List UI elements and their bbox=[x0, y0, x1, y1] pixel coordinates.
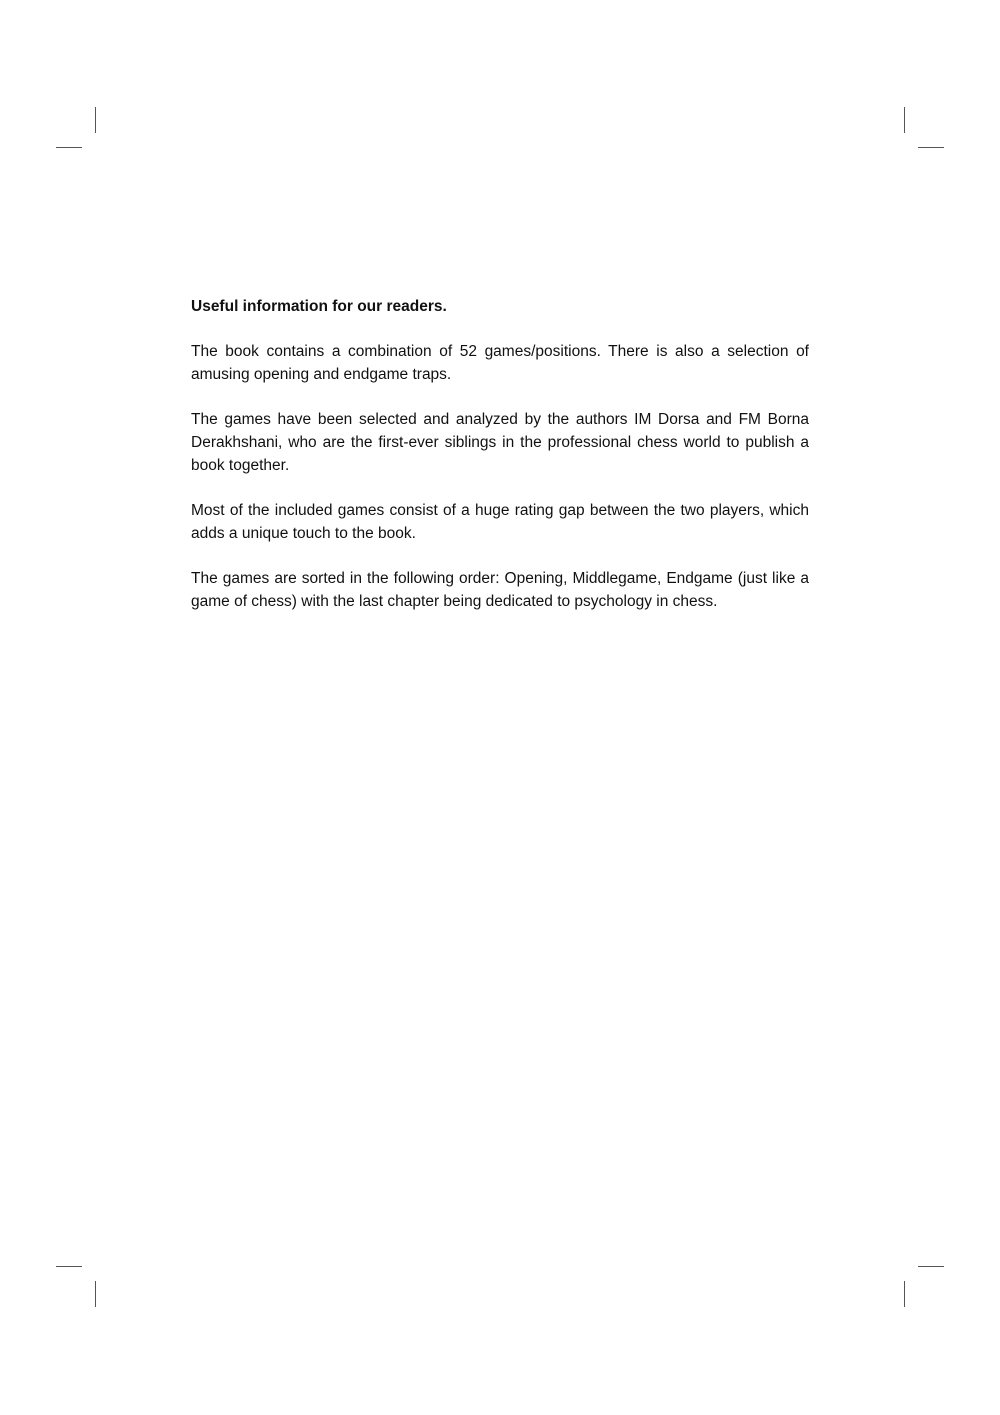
paragraph-order: The games are sorted in the following order: Opening, Middlegame, Endgame (just like a game of chess) with the last chapter being dedicated to psychology in chess. bbox=[191, 570, 809, 610]
crop-mark-bottom-right-vertical bbox=[904, 1281, 905, 1307]
paragraph-rating-gap: Most of the included games consist of a huge rating gap between the two players, which adds a unique touch to the book. bbox=[191, 502, 809, 542]
crop-mark-top-left-horizontal bbox=[56, 147, 82, 148]
page-heading: Useful information for our readers. bbox=[191, 298, 447, 315]
page-content bbox=[191, 295, 809, 635]
crop-mark-bottom-left-horizontal bbox=[56, 1266, 82, 1267]
crop-mark-top-left-vertical bbox=[95, 107, 96, 133]
crop-mark-top-right-vertical bbox=[904, 107, 905, 133]
crop-mark-bottom-right-horizontal bbox=[918, 1266, 944, 1267]
paragraph-authors: The games have been selected and analyzed by the authors IM Dorsa and FM Borna Derakhshani, who are the first-ever siblings in the professional chess world to publish a book together. bbox=[191, 411, 809, 474]
paragraph-games-count: The book contains a combination of 52 games/positions. There is also a selection of amusing opening and endgame traps. bbox=[191, 343, 809, 383]
crop-mark-top-right-horizontal bbox=[918, 147, 944, 148]
crop-mark-bottom-left-vertical bbox=[95, 1281, 96, 1307]
